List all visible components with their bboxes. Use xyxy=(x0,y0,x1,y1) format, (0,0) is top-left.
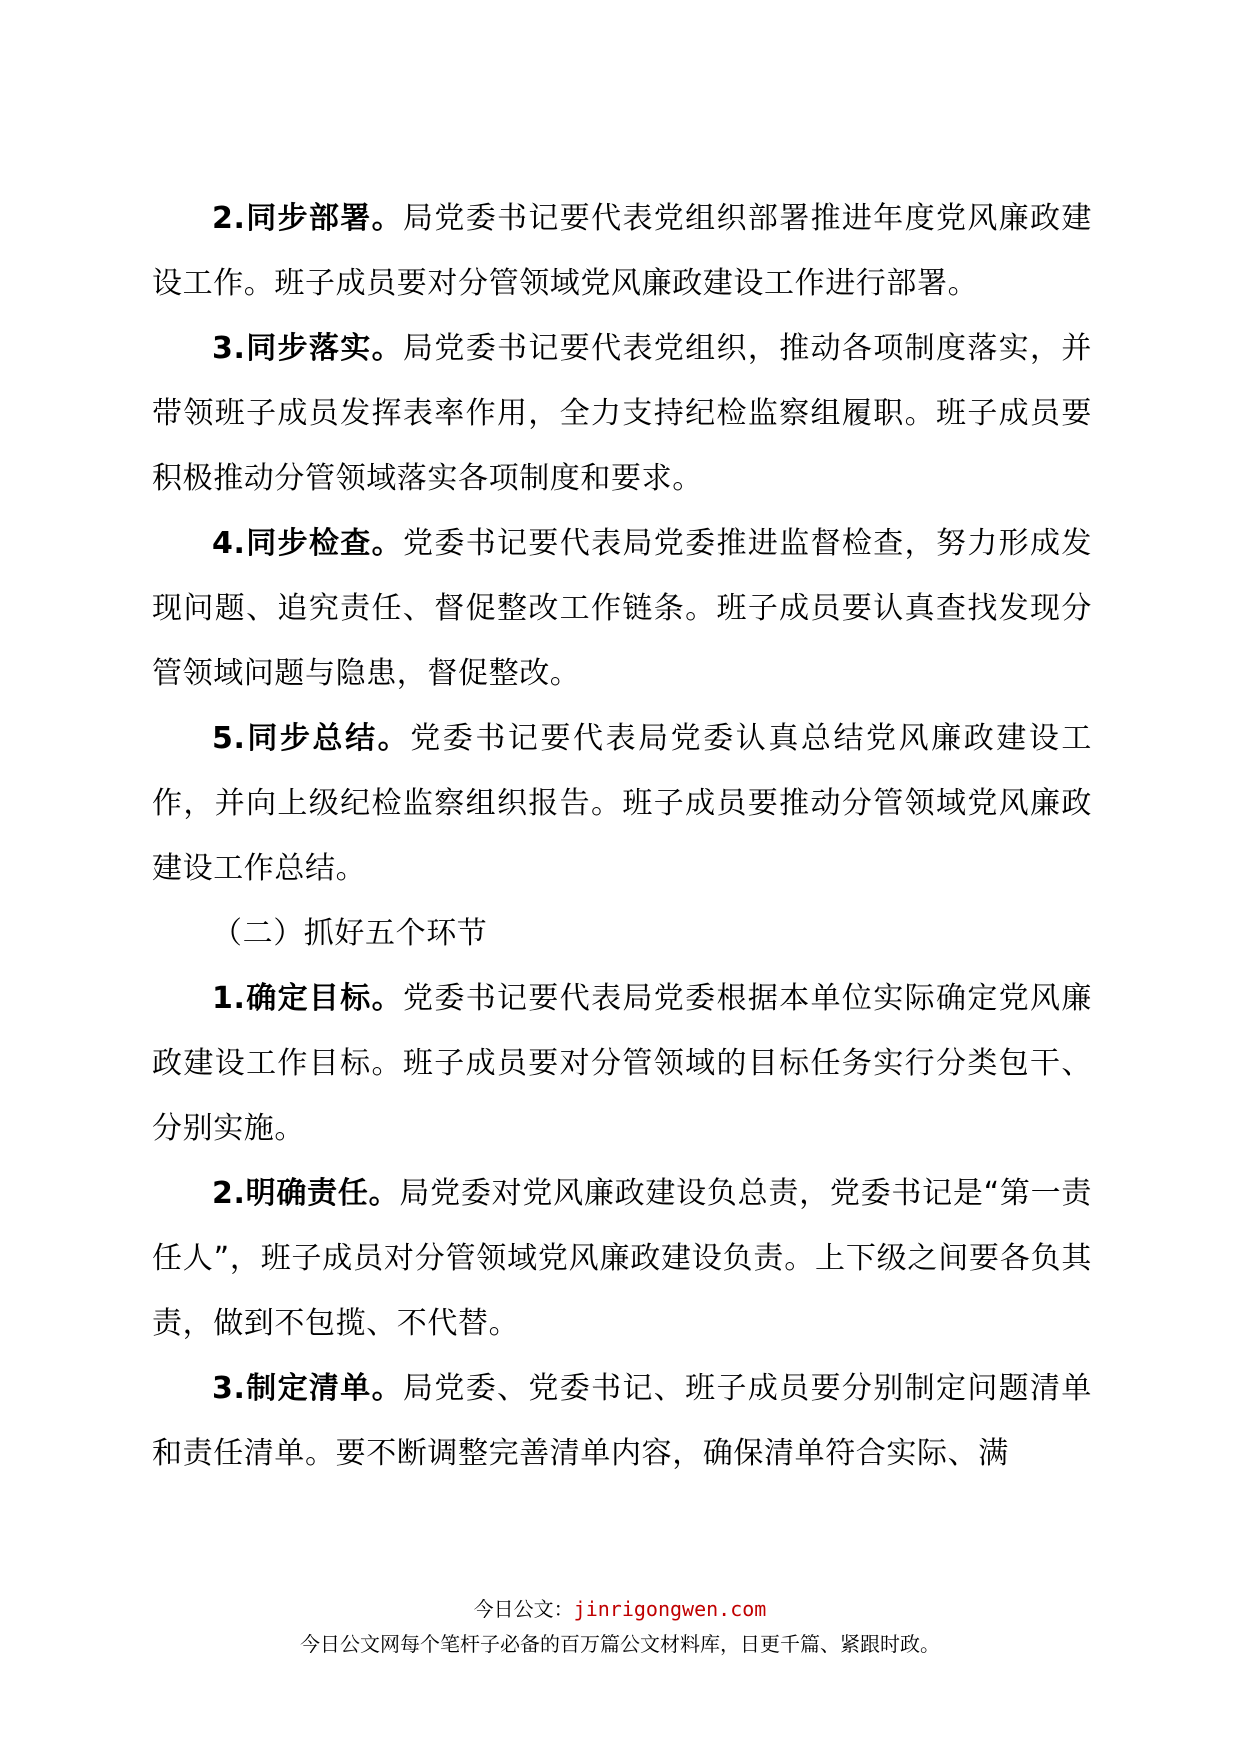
paragraph-heading: 1.确定目标。 xyxy=(212,981,403,1016)
footer-slogan: 今日公文网每个笔杆子必备的百万篇公文材料库，日更千篇、紧跟时政。 xyxy=(300,1632,940,1656)
paragraph-sync-inspect xyxy=(152,511,1092,706)
document-body xyxy=(152,186,1092,1486)
paragraph-text: 局党委对党风廉政建设负总责，党委书记是“第一责任人”，班子成员对分管领域党风廉政建设负责。上下级之间要各负其责，做到不包揽、不代替。 xyxy=(152,1176,1092,1341)
paragraph-heading: 2.同步部署。 xyxy=(212,201,403,236)
paragraph-text: 局党委书记要代表党组织部署推进年度党风廉政建设工作。班子成员要对分管领域党风廉政建设工作进行部署。 xyxy=(152,201,1092,301)
paragraph-sync-summarize xyxy=(152,706,1092,901)
paragraph-heading: 5.同步总结。 xyxy=(212,721,411,756)
paragraph-text: 党委书记要代表局党委认真总结党风廉政建设工作，并向上级纪检监察组织报告。班子成员要推动分管领域党风廉政建设工作总结。 xyxy=(152,721,1092,886)
paragraph-heading: 2.明确责任。 xyxy=(212,1176,400,1211)
paragraph-sync-deploy xyxy=(152,186,1092,316)
paragraph-sync-implement xyxy=(152,316,1092,511)
paragraph-set-goals xyxy=(152,966,1092,1161)
paragraph-make-lists xyxy=(152,1356,1092,1486)
paragraph-heading: 4.同步检查。 xyxy=(212,526,403,561)
paragraph-heading: 3.同步落实。 xyxy=(212,331,403,366)
paragraph-clarify-responsibility xyxy=(152,1161,1092,1356)
footer-source-line xyxy=(0,1594,1240,1624)
paragraph-text: 局党委书记要代表党组织，推动各项制度落实，并带领班子成员发挥表率作用，全力支持纪检监察组履职。班子成员要积极推动分管领域落实各项制度和要求。 xyxy=(152,331,1092,496)
paragraph-text: 党委书记要代表局党委推进监督检查，努力形成发现问题、追究责任、督促整改工作链条。班子成员要认真查找发现分管领域问题与隐患，督促整改。 xyxy=(152,526,1092,691)
paragraph-heading: 3.制定清单。 xyxy=(212,1371,403,1406)
paragraph-text: 党委书记要代表局党委根据本单位实际确定党风廉政建设工作目标。班子成员要对分管领域的目标任务实行分类包干、分别实施。 xyxy=(152,981,1092,1146)
section-subheading: （二）抓好五个环节 xyxy=(212,916,488,951)
footer-url-link[interactable]: jinrigongwen.com xyxy=(573,1597,767,1621)
paragraph-text: 局党委、党委书记、班子成员要分别制定问题清单和责任清单。要不断调整完善清单内容，确保清单符合实际、满 xyxy=(152,1371,1092,1471)
page-footer xyxy=(0,1594,1240,1664)
footer-label: 今日公文： xyxy=(473,1597,574,1621)
